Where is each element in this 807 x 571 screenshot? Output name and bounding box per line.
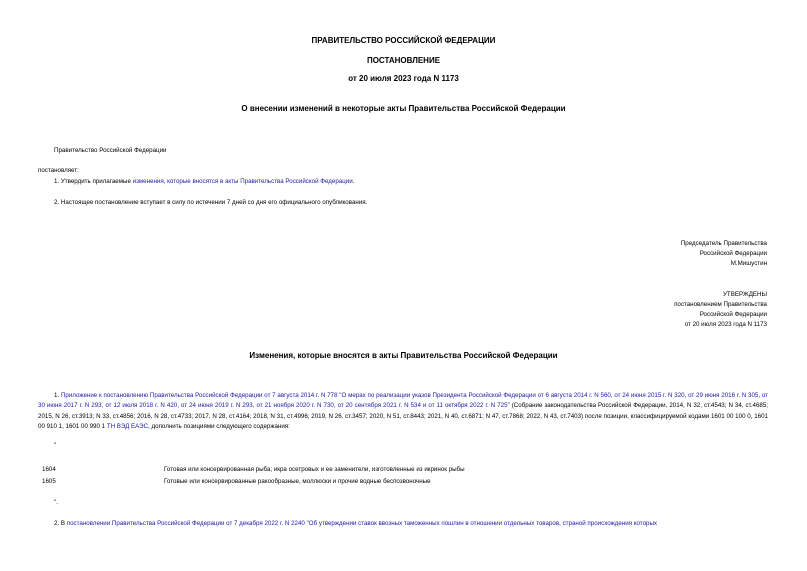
quote-open: " (54, 442, 57, 449)
item-2: 2. Настоящее постановление вступает в силу по истечении 7 дней со дня его официального опубликования. (54, 199, 368, 206)
signature-position: Председатель Правительства (680, 240, 767, 247)
preamble: Правительство Российской Федерации (54, 147, 167, 154)
changes-title: Изменения, которые вносятся в акты Правительства Российской Федерации (249, 351, 558, 360)
row-1-description: Готовая или консервированная рыба; икра осетровых и ее заменители, изготовленные из икринок рыбы (164, 466, 465, 473)
decides-text: постановляет: (38, 167, 79, 174)
signature-name: М.Мишустин (730, 260, 767, 267)
paragraph-2-number: 2. В (54, 520, 67, 527)
document-type: ПОСТАНОВЛЕНИЕ (366, 56, 441, 65)
item-1-prefix: 1. Утвердить прилагаемые (54, 178, 133, 185)
tn-ved-link[interactable]: ТН ВЭД ЕАЭС (106, 422, 149, 430)
quote-close: ". (54, 499, 58, 506)
changes-link[interactable]: изменения, которые вносятся в акты Правительства Российской Федерации (132, 178, 353, 185)
row-2-code: 1605 (42, 478, 56, 485)
approval-heading: УТВЕРЖДЕНЫ (723, 291, 767, 298)
changes-paragraph-2 (54, 519, 657, 529)
paragraph-1-tail: , дополнить позициями следующего содержания: (148, 422, 290, 430)
changes-paragraph-1 (38, 391, 768, 432)
government-heading: ПРАВИТЕЛЬСТВО РОССИЙСКОЙ ФЕДЕРАЦИИ (311, 36, 496, 45)
resolution-778-link[interactable]: Приложение к постановлению Правительства Российской Федерации от 7 августа 2014 г. N 778 "О мерах по реализации указов Президента Российской Федерации от 6 августа 2014 г. N 560, от 24 июня 2015 г. N 320, от 29 июня 2016 г. N 305, от 30 июня 2017 г. N 293, от 12 июля 2018 г. N 420, от 24 июня 2019 г. N 293, от 21 ноября 2020 г. N 730, от 20 сентября 2021 г. N 534 и от 11 октября 2022 г. N 725" (38, 392, 768, 410)
approval-line-3: Российской Федерации (699, 311, 767, 318)
item-1 (54, 177, 354, 187)
item-1-suffix: . (352, 178, 355, 185)
paragraph-1-number: 1. (54, 392, 61, 399)
paragraph-1-text: (Собрание законодательства Российской Федерации, 2014, N 32, ст.4543; N 34, ст.4685; 2015, N 26, ст.3913; N 33, ст.4856; 2016, N 28, ст.4733; 2017, N 28, ст.4164; 2018, N 31, ст.4996; 2019, N 26, ст.3457; 2020, N 51, ст.8443; 2021, N 40, ст.6871; N 47, ст.7868; 2022, N 43, ст.7403) после позиции, классифицируемой кодами 1601 00 100 0, 1601 00 910 1, 1601 00 990 1 (38, 402, 768, 430)
approval-line-2: постановлением Правительства (674, 301, 767, 308)
approval-line-4: от 20 июля 2023 года N 1173 (684, 321, 767, 328)
row-1-code: 1604 (42, 466, 56, 473)
document-title: О внесении изменений в некоторые акты Правительства Российской Федерации (241, 104, 566, 113)
row-2-description: Готовые или консервированные ракообразные, моллюски и прочие водные беспозвоночные (164, 478, 431, 485)
resolution-2240-link[interactable]: постановлении Правительства Российской Федерации от 7 декабря 2022 г. N 2240 "Об утверждении ставок ввозных таможенных пошлин в отношении отдельных товаров, страной происхождения которых (66, 520, 657, 527)
document-date: от 20 июля 2023 года N 1173 (348, 74, 459, 83)
signature-org: Российской Федерации (699, 250, 767, 257)
